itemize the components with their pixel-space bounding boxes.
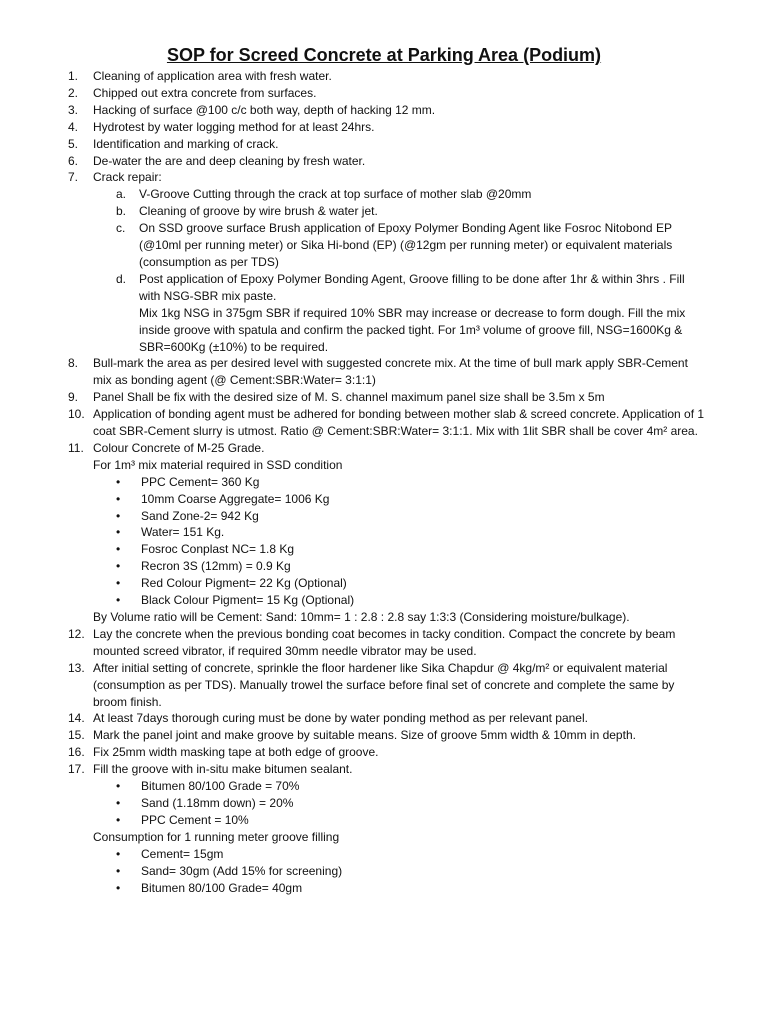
bullet-icon: • [116, 525, 121, 540]
list-item-2 [0, 85, 768, 102]
bullet-icon: • [116, 559, 121, 574]
bullet-icon: • [116, 474, 121, 489]
sub-item-text: Cleaning of groove by wire brush & water jet. [139, 204, 378, 219]
item-text: Hacking of surface @100 c/c both way, depth of hacking 12 mm. [93, 102, 436, 117]
list-item-12 [0, 626, 768, 660]
sop-list [0, 68, 768, 896]
list-item-1 [0, 68, 768, 85]
list-item-13 [0, 660, 768, 711]
item-text: After initial setting of concrete, sprinkle the floor hardener like Sika Chapdur @ 4kg/m² or equivalent material (consumption as per TDS). Manually trowel the surface before final set of concrete and complete the same by broom finish. [93, 660, 675, 709]
sub-item-letter: b. [116, 204, 127, 219]
list-item-7 [0, 169, 768, 186]
bullet-icon: • [116, 795, 121, 810]
item-text: Lay the concrete when the previous bonding coat becomes in tacky condition. Compact the concrete by beam mounted screed vibrator, if required 30mm needle vibrator may be used. [93, 626, 676, 658]
item-number: 17. [68, 762, 85, 777]
bullet-text: Water= 151 Kg. [141, 525, 225, 540]
list-item-17 [0, 761, 768, 778]
item-text: Identification and marking of crack. [93, 136, 279, 151]
mix-material-item [0, 508, 768, 525]
mix-intro: For 1m³ mix material required in SSD condition [93, 457, 343, 472]
bullet-icon: • [116, 846, 121, 861]
list-item-3 [0, 102, 768, 119]
sub-item-text: Post application of Epoxy Polymer Bonding Agent, Groove filling to be done after 1hr & within 3hrs . Fill with NSG-SBR mix paste. [139, 271, 685, 303]
item-text: At least 7days thorough curing must be done by water ponding method as per relevant panel. [93, 711, 588, 726]
document-title: SOP for Screed Concrete at Parking Area (Podium) [166, 45, 602, 65]
item-text: Fill the groove with in-situ make bitumen sealant. [93, 762, 353, 777]
item-text: Mark the panel joint and make groove by suitable means. Size of groove 5mm width & 10mm in depth. [93, 728, 636, 743]
sub-item-letter: a. [116, 187, 127, 202]
bullet-text: Black Colour Pigment= 15 Kg (Optional) [141, 593, 355, 608]
bullet-text: Sand (1.18mm down) = 20% [141, 795, 294, 810]
sub-item-a [0, 186, 768, 203]
bullet-text: Fosroc Conplast NC= 1.8 Kg [141, 542, 295, 557]
bullet-text: 10mm Coarse Aggregate= 1006 Kg [141, 491, 330, 506]
sub-item-text: On SSD groove surface Brush application of Epoxy Polymer Bonding Agent like Fosroc Nitobond EP (@10ml per running meter) or Sika Hi-bond (EP) (@12gm per running meter) or equivalent materials (consumption as per TDS) [139, 221, 673, 269]
list-item-9 [0, 389, 768, 406]
mix-material-item [0, 575, 768, 592]
item-number: 16. [68, 745, 85, 760]
list-item-8 [0, 355, 768, 389]
item-text: De-water the are and deep cleaning by fresh water. [93, 153, 366, 168]
list-item-6 [0, 153, 768, 170]
mix-material-item [0, 592, 768, 609]
sub-item-letter: d. [116, 271, 127, 286]
item-number: 14. [68, 711, 85, 726]
item-number: 1. [68, 69, 79, 83]
item-number: 6. [68, 153, 79, 168]
bullet-text: Sand Zone-2= 942 Kg [141, 508, 259, 523]
item-number: 10. [68, 407, 85, 422]
bullet-text: PPC Cement = 10% [141, 812, 249, 827]
bullet-icon: • [116, 542, 121, 557]
bullet-icon: • [116, 491, 121, 506]
crack-repair-note: Mix 1kg NSG in 375gm SBR if required 10% SBR may increase or decrease to form dough. Fill the mix inside groove with spatula and confirm the packed tight. For 1m³ volume of groove fill, NSG=1600Kg & SBR=600Kg (±10%) to be required. [139, 305, 686, 354]
consumption-item [0, 863, 768, 880]
bullet-icon: • [116, 576, 121, 591]
item-number: 8. [68, 356, 79, 371]
item-text: Cleaning of application area with fresh water. [93, 69, 332, 83]
item-text: Panel Shall be fix with the desired size of M. S. channel maximum panel size shall be 3.5m x 5m [93, 390, 605, 405]
sub-item-c [0, 220, 768, 271]
sealant-material-item [0, 795, 768, 812]
list-item-16 [0, 744, 768, 761]
item-text: Bull-mark the area as per desired level with suggested concrete mix. At the time of bull mark apply SBR-Cement mix as bonding agent (@ Cement:SBR:Water= 3:1:1) [93, 356, 688, 388]
item-text: Crack repair: [93, 170, 162, 185]
bullet-text: Cement= 15gm [141, 846, 224, 861]
bullet-text: Bitumen 80/100 Grade = 70% [141, 779, 300, 794]
consumption-item [0, 846, 768, 863]
bullet-icon: • [116, 779, 121, 794]
list-item-14 [0, 710, 768, 727]
sub-item-d [0, 271, 768, 305]
item-number: 2. [68, 85, 79, 100]
list-item-10 [0, 406, 768, 440]
item-number: 13. [68, 660, 85, 675]
item-number: 7. [68, 170, 79, 185]
mix-material-item [0, 541, 768, 558]
bullet-text: Recron 3S (12mm) = 0.9 Kg [141, 559, 291, 574]
list-item-5 [0, 136, 768, 153]
consumption-item [0, 880, 768, 897]
bullet-text: PPC Cement= 360 Kg [141, 474, 260, 489]
mix-material-item [0, 491, 768, 508]
item-text: Application of bonding agent must be adhered for bonding between mother slab & screed concrete. Application of 1 coat SBR-Cement slurry is utmost. Ratio @ Cement:SBR:Water= 3:1:1. Mix with 1lit SBR shall be cover 4m² area. [93, 407, 705, 439]
mix-material-item [0, 524, 768, 541]
sub-item-b [0, 203, 768, 220]
item-text: Chipped out extra concrete from surfaces. [93, 85, 317, 100]
mix-material-item [0, 474, 768, 491]
volume-ratio: By Volume ratio will be Cement: Sand: 10mm= 1 : 2.8 : 2.8 say 1:3:3 (Considering moisture/bulkage). [93, 610, 630, 624]
item-number: 5. [68, 136, 79, 151]
bullet-icon: • [116, 880, 121, 895]
item-text: Fix 25mm width masking tape at both edge of groove. [93, 745, 379, 760]
sealant-material-item [0, 812, 768, 829]
item-text: Colour Concrete of M-25 Grade. [93, 440, 265, 455]
item-number: 12. [68, 626, 85, 641]
list-item-11 [0, 440, 768, 457]
sub-item-letter: c. [116, 221, 126, 236]
item-number: 15. [68, 728, 85, 743]
bullet-text: Red Colour Pigment= 22 Kg (Optional) [141, 576, 347, 591]
item-number: 3. [68, 102, 79, 117]
bullet-icon: • [116, 508, 121, 523]
item-number: 4. [68, 119, 79, 134]
consumption-intro: Consumption for 1 running meter groove filling [93, 829, 340, 844]
bullet-text: Bitumen 80/100 Grade= 40gm [141, 880, 303, 895]
sub-item-text: V-Groove Cutting through the crack at top surface of mother slab @20mm [139, 187, 532, 202]
item-text: Hydrotest by water logging method for at least 24hrs. [93, 119, 375, 134]
list-item-4 [0, 119, 768, 136]
item-number: 11. [68, 440, 84, 455]
mix-material-item [0, 558, 768, 575]
sealant-material-item [0, 778, 768, 795]
list-item-15 [0, 727, 768, 744]
bullet-icon: • [116, 863, 121, 878]
bullet-icon: • [116, 593, 121, 608]
bullet-icon: • [116, 812, 121, 827]
item-number: 9. [68, 390, 79, 405]
bullet-text: Sand= 30gm (Add 15% for screening) [141, 863, 343, 878]
